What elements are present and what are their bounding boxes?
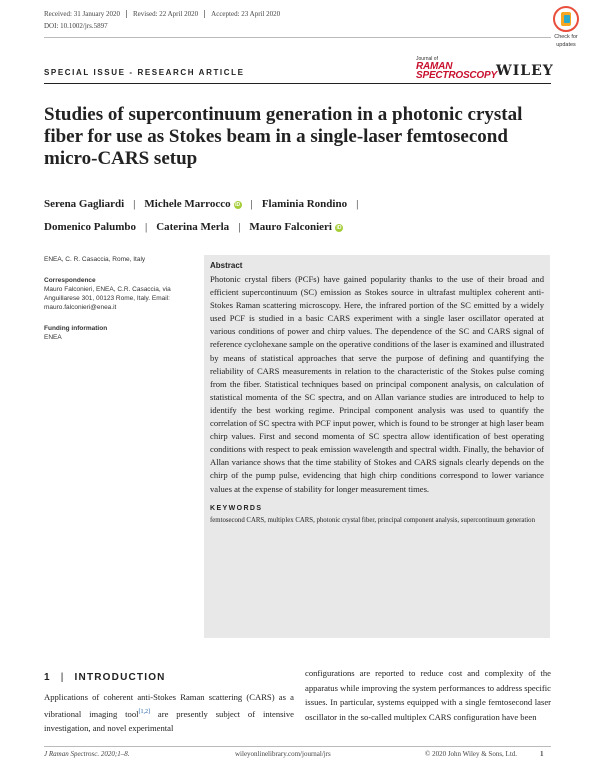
revised-date: Revised: 22 April 2020 [133,10,199,18]
footer-divider [44,746,551,747]
heading-separator: | [60,672,65,683]
submission-dates [44,10,280,18]
accepted-date: Accepted: 23 April 2020 [211,10,281,18]
journal-citation: J Raman Spectrosc. 2020;1–8. [44,750,130,758]
title-divider [44,83,551,84]
author-separator: | [144,221,148,233]
crossmark-label-1: Check for [554,34,578,40]
journal-logo-prefix: Journal of [416,56,438,62]
author-name[interactable]: Mauro Falconieri [249,221,332,233]
article-sidebar [44,255,194,342]
correspondence-text: Mauro Falconieri, ENEA, C.R. Casaccia, via Anguillarese 301, 00123 Rome, Italy. Email: mauro.falconieri@enea.it [44,286,171,311]
author-separator: | [250,198,253,210]
body-column-right: configurations are reported to reduce cost and complexity of the apparatus while improving the system performances to address specific issues. In particular, systems equipped with a single femtosecond laser oscillator in the so-called multiplex CARS configuration have been [305,668,551,722]
check-for-updates-badge[interactable] [546,6,586,50]
author-separator: | [238,221,241,233]
journal-logo[interactable] [416,56,497,81]
funding-text: ENEA [44,334,62,341]
copyright: © 2020 John Wiley & Sons, Ltd. [425,750,518,758]
body-column-left [44,690,294,735]
correspondence-heading: Correspondence [44,277,96,284]
author-name[interactable]: Caterina Merla [156,221,230,233]
author-name[interactable]: Flaminia Rondino [261,198,348,210]
author-separator: | [356,198,359,210]
abstract-box [204,255,550,638]
section-title: INTRODUCTION [74,672,166,683]
orcid-icon[interactable]: iD [235,202,241,208]
abstract-text: Photonic crystal fibers (PCFs) have gained popularity thanks to the use of their broad and efficient supercontinuum (SC) emission as Stokes source in ultrafast multiplex coherent anti-Stokes Raman scattering microscopy. Here, the infrared portion of the SC emitted by a widely used PCF is studied in a basic CARS experiment with a single laser oscillator operated at various conditions of power and chirp values. The dependence of the SC and CARS signal of reference cyclohexane sample on the operative conditions of the laser is examined and illustrated by means of statistical approaches that serve the purpose of defining and quantifying the reliability of CARS measurements in relation to the characteristic of the Stokes pulse coming from the fiber. Statistical techniques based on principal component analysis, on calculation of statistical momenta of the SC spectra, and on Allan variance studies are introduced to help to identify the best working regime. Principal component analysis was used to quantify the correlation of SC spectra with PCF input power, which is found to be stronger at high laser beam chirp values. First and second momenta of SC spectra allow identification of best operating conditions with respect to peak emission wavelength and spectral width. Finally, the behavior of Allan variance shows that the time stability of Stokes and CARS signals clearly depends on the chirp of the pump pulse, evidencing that high chirp conditions correspond to lower variance values at the expense of stability for longer measurement times. [210,274,544,494]
received-date: Received: 31 January 2020 [44,10,121,18]
article-type-label: SPECIAL ISSUE - RESEARCH ARTICLE [44,68,245,77]
abstract-heading: Abstract [210,261,243,270]
funding-heading: Funding information [44,325,108,332]
doi[interactable]: DOI: 10.1002/jrs.5897 [44,22,108,30]
crossmark-label-2: updates [556,42,576,48]
author-list [44,193,551,239]
affiliation: ENEA, C. R. Casaccia, Rome, Italy [44,256,146,263]
keywords-list: femtosecond CARS, multiplex CARS, photonic crystal fiber, principal component analysis, supercontinuum generation [210,516,535,524]
section-heading [44,672,166,683]
publisher-logo[interactable]: WILEY [496,63,554,79]
author-name[interactable]: Michele Marrocco [144,198,231,210]
page-number: 1 [540,750,544,758]
article-title: Studies of supercontinuum generation in a photonic crystal fiber for use as Stokes beam in a single-laser femtosecond micro-CARS setup [44,104,523,169]
author-name[interactable]: Serena Gagliardi [44,198,125,210]
orcid-icon[interactable]: iD [336,225,342,231]
journal-logo-line2: SPECTROSCOPY [416,70,497,81]
crossmark-icon [553,6,579,32]
author-separator: | [133,198,136,210]
author-name[interactable]: Domenico Palumbo [44,221,136,233]
section-number: 1 [44,672,51,683]
keywords-heading: KEYWORDS [210,504,263,512]
journal-logo-line1: RAMAN [416,61,453,72]
header-divider [44,37,551,38]
journal-url[interactable]: wileyonlinelibrary.com/journal/jrs [235,750,331,758]
body-text: Applications of coherent anti-Stokes Raman scattering (CARS) as a vibrational imaging tool [44,692,294,719]
body-text: are presently subject of intensive investigation, and novel experimental [44,708,295,733]
citation-link[interactable]: [1,2] [138,708,151,715]
